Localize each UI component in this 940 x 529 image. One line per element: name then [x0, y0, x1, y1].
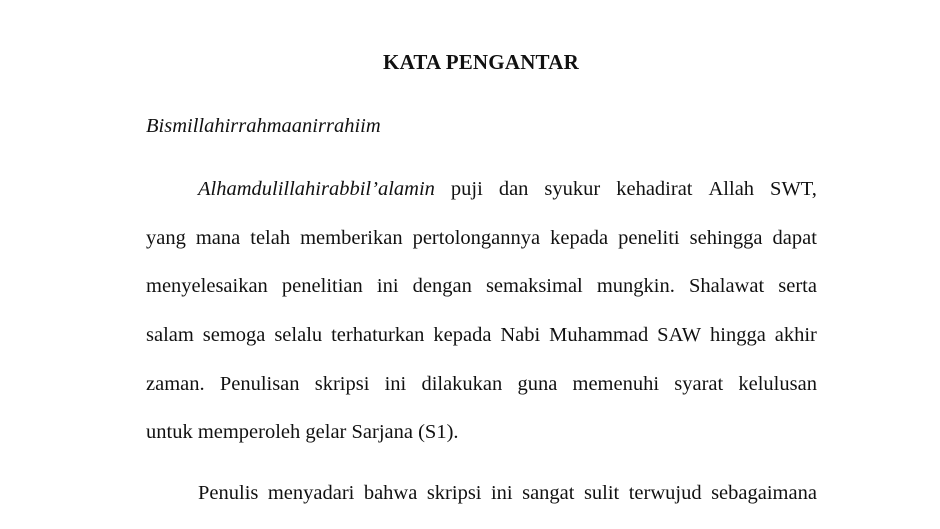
- word: guna: [517, 372, 558, 395]
- word: semaksimal: [485, 275, 583, 298]
- word: ini: [490, 482, 513, 504]
- word: kepada: [550, 226, 609, 249]
- word: Muhammad: [549, 324, 649, 347]
- word: serta: [778, 275, 817, 298]
- word: dapat: [772, 226, 817, 249]
- word: mana: [195, 226, 241, 249]
- word: bahwa: [363, 482, 418, 504]
- word: skripsi: [426, 482, 482, 504]
- word: zaman.: [146, 372, 205, 395]
- word: pertolongannya: [412, 226, 541, 249]
- paragraph-1-line-1: [146, 165, 817, 214]
- word: terhaturkan: [331, 324, 425, 347]
- paragraph-2: [146, 469, 817, 518]
- paragraph-2-line-1: [146, 469, 817, 518]
- word: skripsi: [314, 372, 370, 395]
- word: sulit: [583, 482, 620, 504]
- word: dilakukan: [421, 372, 503, 395]
- word: salam: [146, 324, 194, 347]
- word: dan: [498, 178, 529, 200]
- word: semoga: [202, 324, 266, 347]
- word: sehingga: [689, 226, 763, 249]
- word: menyelesaikan: [146, 275, 268, 298]
- word: Penulis: [198, 482, 259, 504]
- page-title: KATA PENGANTAR: [383, 50, 579, 74]
- word: ini: [384, 372, 407, 395]
- word: Allah: [708, 178, 755, 200]
- word: dengan: [412, 275, 472, 298]
- word: hingga: [710, 324, 766, 347]
- word: syarat: [674, 372, 724, 395]
- word: akhir: [774, 324, 817, 347]
- paragraph-1-last-line: untuk memperoleh gelar Sarjana (S1).: [146, 421, 459, 444]
- word: telah: [250, 226, 291, 249]
- word: syukur: [544, 178, 601, 200]
- word: puji: [450, 178, 483, 200]
- word: memberikan: [300, 226, 403, 249]
- opening-basmala: Bismillahirrahmaanirrahiim: [146, 115, 381, 137]
- word: penelitian: [281, 275, 363, 298]
- word: menyadari: [267, 482, 355, 504]
- paragraph-1-line-5: [146, 360, 817, 409]
- word: memenuhi: [572, 372, 660, 395]
- paragraph-1: [146, 165, 817, 457]
- word: SWT,: [770, 178, 817, 200]
- word: terwujud: [628, 482, 702, 504]
- paragraph-1-line-2: [146, 214, 817, 263]
- word: Penulisan: [219, 372, 300, 395]
- word: kepada: [433, 324, 492, 347]
- word: kehadirat: [616, 178, 693, 200]
- paragraph-1-line-3: [146, 262, 817, 311]
- word: mungkin.: [596, 275, 675, 298]
- word: kelulusan: [738, 372, 817, 395]
- word: selalu: [274, 324, 323, 347]
- word: Nabi: [500, 324, 541, 347]
- word: sebagaimana: [711, 482, 817, 504]
- paragraph-1-line-4: [146, 311, 817, 360]
- word: yang: [146, 226, 186, 249]
- word: ini: [376, 275, 399, 298]
- word: sangat: [522, 482, 575, 504]
- word: peneliti: [618, 226, 680, 249]
- word: SAW: [657, 324, 702, 347]
- word: Shalawat: [689, 275, 765, 298]
- lead-italic-phrase: Alhamdulillahirabbil’alamin: [198, 178, 435, 200]
